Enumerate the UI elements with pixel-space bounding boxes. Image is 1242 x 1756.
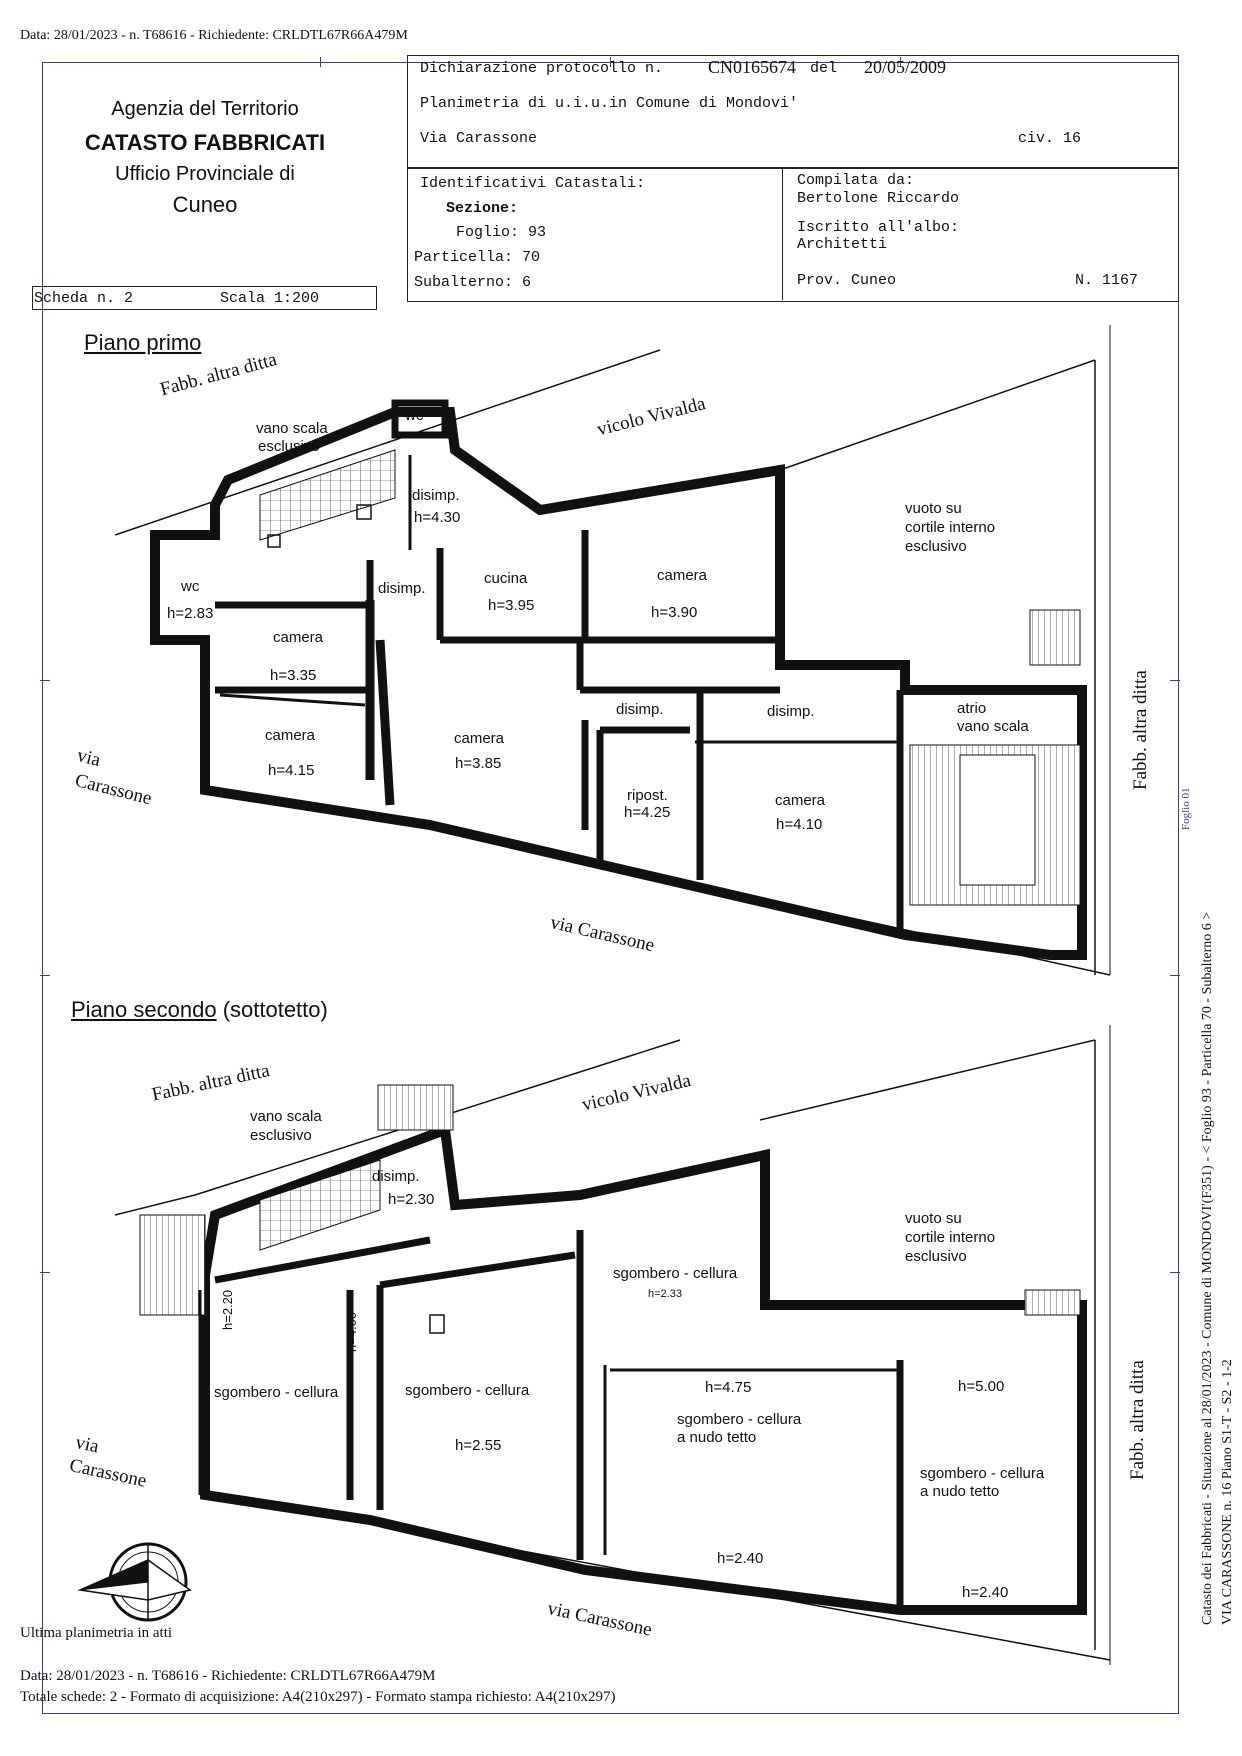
floor2-room-sg4-1: sgombero - cellura xyxy=(677,1411,802,1428)
floor1-room-cucina-height: h=3.95 xyxy=(488,597,535,614)
floor1-label-vano-scala: vano scala xyxy=(256,420,328,437)
ident-sezione: Sezione: xyxy=(446,200,519,217)
floor1-room-camera-a-height: h=3.90 xyxy=(651,604,698,621)
top-meta: Data: 28/01/2023 - n. T68616 - Richiedente: CRLDTL67R66A479M xyxy=(20,28,408,43)
floor2-h475: h=4.75 xyxy=(705,1379,752,1396)
ident-particella: Particella: 70 xyxy=(414,249,541,266)
floor2-h400: h=4.00 xyxy=(344,1311,359,1352)
compilata-name: Bertolone Riccardo xyxy=(797,190,960,207)
floor1-room-camera-b-height: h=3.35 xyxy=(270,667,317,684)
floor1-room-cucina: cucina xyxy=(484,570,528,587)
floor2-boundary-line xyxy=(490,1545,1110,1660)
via-line: Via Carassone xyxy=(420,130,538,147)
albo-label: Iscritto all'albo: xyxy=(797,219,960,236)
ultima-planimetria: Ultima planimetria in atti xyxy=(20,1625,173,1641)
floor1-room-disimp-3: disimp. xyxy=(616,701,664,718)
compilata-label: Compilata da: xyxy=(797,172,915,189)
floor1-room-disimp-1: disimp. xyxy=(412,487,460,504)
floor2-room-sg4-height: h=2.40 xyxy=(717,1550,764,1567)
floor2-room-sg5-height: h=2.40 xyxy=(962,1584,1009,1601)
floor2-street-fabb-right: Fabb. altra ditta xyxy=(1127,1360,1148,1480)
protocollo-number: CN0165674 xyxy=(708,57,797,77)
floor2-street-fabb-top: Fabb. altra ditta xyxy=(150,1060,272,1106)
floor1-boundary-line xyxy=(780,360,1095,470)
floor1-room-disimp-4: disimp. xyxy=(767,703,815,720)
floor2-street-vicolo: vicolo Vivalda xyxy=(580,1070,693,1116)
floor1-street-via-1: via xyxy=(74,745,103,771)
floor2-room-sg4-2: a nudo tetto xyxy=(677,1429,757,1446)
floor1-street-via-2: Carassone xyxy=(72,770,154,810)
ident-subalterno: Subalterno: 6 xyxy=(414,274,532,291)
floor2-h500: h=5.00 xyxy=(958,1378,1005,1395)
floor1-room-camera-c: camera xyxy=(265,727,316,744)
floor1-room-wc-left-height: h=2.83 xyxy=(167,605,214,622)
floor1-street-vicolo: vicolo Vivalda xyxy=(595,393,708,441)
floor1-room-ripost-height: h=4.25 xyxy=(624,804,671,821)
albo-value: Architetti xyxy=(797,236,888,253)
floor2-room-sg5-2: a nudo tetto xyxy=(920,1483,1000,1500)
floor2-room-sg3-height: h=2.33 xyxy=(648,1288,682,1300)
floor2-vuoto-1: vuoto su xyxy=(905,1210,962,1227)
floor1-street-via-bottom: via Carassone xyxy=(548,912,657,957)
floor2-title-sub: (sottotetto) xyxy=(222,997,328,1022)
floor2-title xyxy=(71,997,328,1023)
floor2-room-disimp: disimp. xyxy=(372,1168,420,1185)
footer-line-1: Data: 28/01/2023 - n. T68616 - Richiedente: CRLDTL67R66A479M xyxy=(20,1668,436,1684)
scala: Scala 1:200 xyxy=(220,290,320,307)
side-caption-line-1: Catasto dei Fabbricati - Situazione al 28/01/2023 - Comune di MONDOVI'(F351) - < Foglio 93 - Particella 70 - Subalterno 6 > xyxy=(1200,911,1215,1625)
ufficio-provinciale: Ufficio Provinciale di xyxy=(115,163,295,185)
floor1-room-camera-d: camera xyxy=(454,730,505,747)
floor2-vuoto-3: esclusivo xyxy=(905,1248,967,1265)
floor1-room-disimp-1-height: h=4.30 xyxy=(414,509,461,526)
floor1-street-fabb-top: Fabb. altra ditta xyxy=(158,348,280,401)
floor1-vuoto-3: esclusivo xyxy=(905,538,967,555)
floor1-room-camera-c-height: h=4.15 xyxy=(268,762,315,779)
floor2-title-main: Piano secondo xyxy=(71,997,217,1022)
ident-foglio: Foglio: 93 xyxy=(456,224,547,241)
catasto-fabbricati: CATASTO FABBRICATI xyxy=(84,130,326,155)
floor2-street-via-2: Carassone xyxy=(67,1455,149,1492)
albo-number: N. 1167 xyxy=(1075,272,1139,289)
agency-name: Agenzia del Territorio xyxy=(111,98,299,120)
floor2-street-via-1: via xyxy=(73,1432,101,1458)
floor2-boundary-line xyxy=(115,1195,195,1215)
floor2-label-esclusivo: esclusivo xyxy=(250,1127,312,1144)
floor1-title: Piano primo xyxy=(84,330,202,355)
floor1-vuoto-1: vuoto su xyxy=(905,500,962,517)
floor1-vuoto-2: cortile interno xyxy=(905,519,996,536)
floor1-room-wc-left: wc xyxy=(181,578,200,595)
scheda-number: Scheda n. 2 xyxy=(34,290,134,307)
protocollo-label: Dichiarazione protocollo n. xyxy=(420,60,664,77)
floor2-h220: h=2.20 xyxy=(220,1289,235,1330)
floor2-boundary-line xyxy=(760,1040,1095,1120)
floor2-room-sg5-1: sgombero - cellura xyxy=(920,1465,1045,1482)
floor1-room-disimp-2: disimp. xyxy=(378,580,426,597)
foglio-stamp: Foglio 01 xyxy=(1180,787,1192,830)
floor2-room-sg3: sgombero - cellura xyxy=(613,1265,738,1282)
floor1-room-camera-d-height: h=3.85 xyxy=(455,755,502,772)
floor1-room-camera-e: camera xyxy=(775,792,826,809)
floor1-room-vano-scala: vano scala xyxy=(957,718,1029,735)
floor2-room-sg1: sgombero - cellura xyxy=(214,1384,339,1401)
floor2-room-sg2-height: h=2.55 xyxy=(455,1437,502,1454)
protocollo-date: 20/05/2009 xyxy=(864,57,947,77)
ufficio-city: Cuneo xyxy=(172,192,238,217)
floor1-street-fabb-right: Fabb. altra ditta xyxy=(1130,670,1151,790)
footer-line-2: Totale schede: 2 - Formato di acquisizione: A4(210x297) - Formato stampa richiesto: A4(210x297) xyxy=(20,1689,616,1705)
floor1-room-camera-a: camera xyxy=(657,567,708,584)
ident-title: Identificativi Catastali: xyxy=(420,175,646,192)
civico: civ. 16 xyxy=(1018,130,1082,147)
del-label: del xyxy=(810,60,838,77)
floor2-label-vano-scala: vano scala xyxy=(250,1108,322,1125)
floor1-label-esclusivo: esclusivo xyxy=(258,438,320,455)
floor1-room-camera-e-height: h=4.10 xyxy=(776,816,823,833)
planimetria-line: Planimetria di u.i.u.in Comune di Mondovi' xyxy=(420,95,799,112)
floor1-room-ripost: ripost. xyxy=(627,787,668,804)
floor1-room-camera-b: camera xyxy=(273,629,324,646)
provincia: Prov. Cuneo xyxy=(797,272,897,289)
floor1-room-atrio: atrio xyxy=(957,700,987,717)
compass-rose xyxy=(80,1544,190,1620)
floor2-room-sg2: sgombero - cellura xyxy=(405,1382,530,1399)
side-caption-line-2: VIA CARASSONE n. 16 Piano S1-T - S2 - 1-2 xyxy=(1220,1359,1235,1625)
floor1-room-wc-top: wc xyxy=(405,407,424,424)
floor2-street-via-bottom: via Carassone xyxy=(545,1598,654,1641)
floor2-vuoto-2: cortile interno xyxy=(905,1229,996,1246)
floor2-room-disimp-height: h=2.30 xyxy=(388,1191,435,1208)
